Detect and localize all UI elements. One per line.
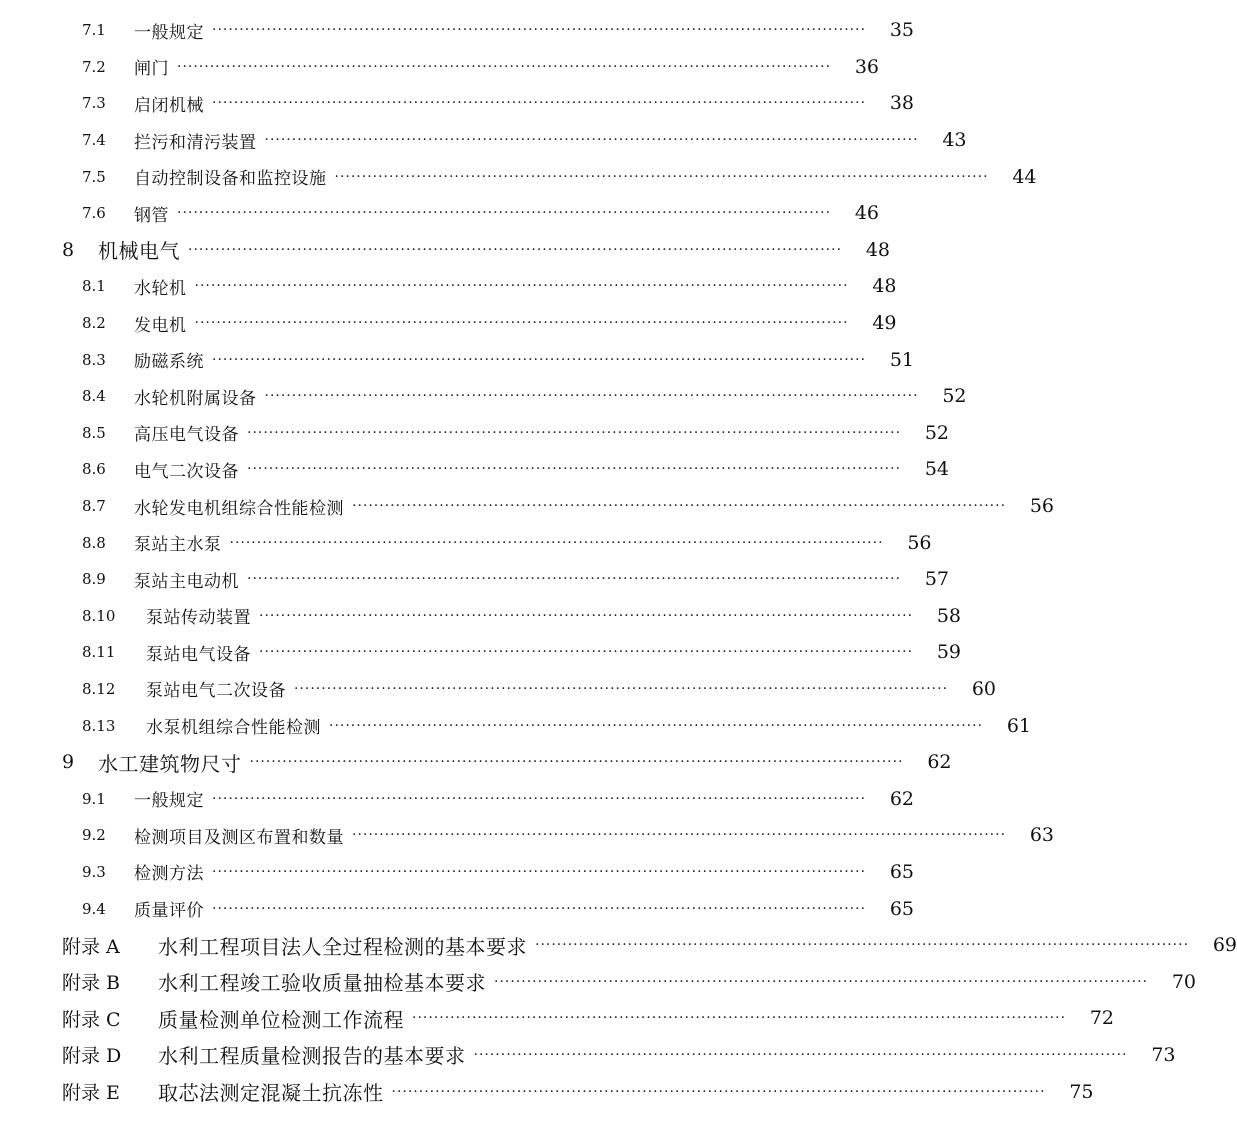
toc-dot-leader: ························································································································ — [391, 1083, 1046, 1100]
toc-dot-leader: ························································································································ — [249, 754, 904, 771]
toc-entry-title: 质量评价 — [134, 901, 204, 922]
toc-dot-leader: ························································································································ — [212, 22, 867, 39]
toc-entry-page: 72 — [1089, 1007, 1115, 1030]
toc-entry-title: 电气二次设备 — [134, 461, 239, 482]
toc-entry[interactable] — [0, 598, 962, 635]
toc-entry-number: 8.11 — [82, 643, 116, 662]
toc-entry[interactable] — [0, 451, 950, 488]
toc-entry-number: 8.2 — [82, 314, 106, 333]
toc-entry-title: 水利工程质量检测报告的基本要求 — [158, 1044, 466, 1069]
toc-dot-leader: ························································································································ — [334, 168, 989, 185]
toc-entry[interactable] — [0, 49, 880, 86]
toc-entry-title: 水轮机附属设备 — [134, 388, 257, 409]
toc-entry-page: 48 — [865, 238, 891, 261]
toc-entry-page: 70 — [1171, 970, 1197, 993]
toc-entry-page: 65 — [889, 860, 915, 883]
toc-entry-page: 51 — [889, 348, 915, 371]
toc-entry-title: 水轮发电机组综合性能检测 — [134, 498, 344, 519]
toc-entry-page: 69 — [1212, 934, 1237, 957]
toc-entry[interactable] — [0, 158, 1037, 195]
toc-dot-leader: ························································································································ — [247, 461, 902, 478]
toc-entry[interactable] — [0, 524, 932, 561]
toc-entry-title: 自动控制设备和监控设施 — [134, 169, 327, 190]
toc-entry-page: 73 — [1151, 1043, 1176, 1066]
toc-entry-title: 一般规定 — [134, 791, 204, 812]
toc-entry-page: 54 — [924, 458, 950, 481]
toc-entry-title: 泵站主电动机 — [134, 571, 239, 592]
toc-entry-number: 附录 D — [62, 1045, 122, 1068]
toc-entry-number: 8.12 — [82, 679, 116, 698]
toc-entry[interactable] — [0, 488, 1055, 525]
toc-entry-title: 拦污和清污装置 — [134, 132, 257, 153]
toc-entry[interactable] — [0, 232, 891, 269]
toc-entry-number: 附录 B — [62, 972, 121, 995]
toc-dot-leader: ························································································································ — [412, 1010, 1067, 1027]
toc-entry-title: 检测项目及测区布置和数量 — [134, 827, 344, 848]
toc-entry-page: 44 — [1012, 165, 1037, 188]
toc-entry-title: 泵站电气设备 — [146, 644, 251, 665]
toc-entry-number: 8.13 — [82, 716, 116, 735]
toc-entry-page: 35 — [889, 19, 915, 42]
toc-entry-number: 8.10 — [82, 606, 116, 625]
toc-entry-number: 9.1 — [82, 789, 106, 808]
toc-dot-leader: ························································································································ — [247, 571, 902, 588]
toc-entry-page: 57 — [924, 568, 950, 591]
toc-entry[interactable] — [0, 85, 915, 122]
toc-dot-leader: ························································································································ — [473, 1046, 1128, 1063]
toc-entry[interactable] — [0, 195, 880, 232]
toc-entry-number: 9.3 — [82, 862, 106, 881]
toc-dot-leader: ························································································································ — [352, 498, 1007, 515]
toc-entry-number: 8 — [62, 238, 75, 261]
toc-dot-leader: ························································································································ — [194, 315, 849, 332]
toc-entry-page: 38 — [889, 92, 915, 115]
toc-entry-number: 8.7 — [82, 497, 106, 516]
toc-entry-title: 发电机 — [134, 315, 187, 336]
toc-entry-title: 泵站电气二次设备 — [146, 681, 286, 702]
toc-dot-leader: ························································································································ — [352, 827, 1007, 844]
toc-entry-number: 7.6 — [82, 204, 106, 223]
toc-entry-number: 附录 A — [62, 935, 120, 958]
toc-entry-page: 61 — [1006, 714, 1032, 737]
toc-entry-page: 75 — [1069, 1080, 1094, 1103]
toc-entry-number: 附录 C — [62, 1008, 121, 1031]
toc-entry-title: 启闭机械 — [134, 95, 204, 116]
toc-entry[interactable] — [0, 854, 915, 891]
toc-dot-leader: ························································································································ — [177, 58, 832, 75]
toc-entry[interactable] — [0, 744, 952, 781]
toc-dot-leader: ························································································································ — [535, 937, 1190, 954]
toc-entry-page: 48 — [872, 275, 897, 298]
toc-dot-leader: ························································································································ — [212, 95, 867, 112]
toc-entry[interactable] — [0, 707, 1032, 744]
toc-entry-number: 8.8 — [82, 533, 106, 552]
toc-entry-title: 质量检测单位检测工作流程 — [158, 1007, 404, 1032]
toc-entry[interactable] — [0, 268, 897, 305]
toc-dot-leader: ························································································································ — [177, 205, 832, 222]
toc-entry[interactable] — [0, 341, 915, 378]
toc-entry-number: 附录 E — [62, 1082, 120, 1105]
toc-dot-leader: ························································································································ — [259, 644, 914, 661]
toc-entry-title: 水利工程竣工验收质量抽检基本要求 — [158, 971, 486, 996]
toc-entry-page: 65 — [889, 897, 915, 920]
toc-entry-title: 检测方法 — [134, 864, 204, 885]
toc-entry-title: 高压电气设备 — [134, 425, 239, 446]
toc-dot-leader: ························································································································ — [294, 680, 949, 697]
toc-entry-page: 62 — [889, 787, 915, 810]
toc-entry-number: 7.1 — [82, 21, 106, 40]
toc-entry-page: 46 — [854, 202, 880, 225]
toc-entry-page: 56 — [1029, 495, 1055, 518]
toc-entry-page: 58 — [936, 604, 962, 627]
toc-entry[interactable] — [0, 1073, 1094, 1110]
toc-entry-number: 8.3 — [82, 350, 106, 369]
table-of-contents — [0, 12, 1237, 1110]
toc-entry-number: 9.4 — [82, 899, 106, 918]
toc-dot-leader: ························································································································ — [229, 534, 884, 551]
toc-dot-leader: ························································································································ — [212, 900, 867, 917]
toc-dot-leader: ························································································································ — [264, 388, 919, 405]
toc-dot-leader: ························································································································ — [247, 424, 902, 441]
toc-entry-page: 59 — [936, 641, 962, 664]
toc-entry-page: 49 — [872, 312, 897, 335]
toc-entry[interactable] — [0, 634, 962, 671]
toc-dot-leader: ························································································································ — [212, 863, 867, 880]
toc-entry-title: 闸门 — [134, 59, 169, 80]
toc-entry-number: 7.2 — [82, 57, 106, 76]
toc-entry[interactable] — [0, 305, 897, 342]
toc-entry-number: 8.4 — [82, 387, 106, 406]
toc-entry[interactable] — [0, 890, 915, 927]
toc-dot-leader: ························································································································ — [194, 278, 849, 295]
toc-entry-number: 9.2 — [82, 826, 106, 845]
toc-entry-number: 8.6 — [82, 460, 106, 479]
toc-entry-number: 7.5 — [82, 167, 106, 186]
toc-entry[interactable] — [0, 378, 967, 415]
toc-entry-number: 9 — [62, 751, 75, 774]
toc-entry[interactable] — [0, 1000, 1115, 1037]
toc-entry[interactable] — [0, 817, 1055, 854]
toc-entry-page: 56 — [907, 531, 932, 554]
toc-entry-number: 8.1 — [82, 277, 106, 296]
toc-entry-page: 62 — [927, 751, 952, 774]
toc-dot-leader: ························································································································ — [188, 241, 843, 258]
toc-entry[interactable] — [0, 963, 1197, 1000]
toc-entry[interactable] — [0, 561, 950, 598]
toc-dot-leader: ························································································································ — [259, 607, 914, 624]
toc-entry-title: 水利工程项目法人全过程检测的基本要求 — [158, 934, 527, 959]
toc-entry-title: 励磁系统 — [134, 352, 204, 373]
toc-entry-title: 水泵机组综合性能检测 — [146, 718, 321, 739]
toc-entry-page: 52 — [924, 421, 950, 444]
toc-entry-title: 泵站传动装置 — [146, 608, 251, 629]
toc-dot-leader: ························································································································ — [212, 790, 867, 807]
toc-entry-page: 43 — [942, 129, 967, 152]
toc-entry-page: 36 — [854, 55, 880, 78]
toc-entry-title: 机械电气 — [98, 239, 180, 264]
toc-entry-title: 一般规定 — [134, 22, 204, 43]
toc-entry-number: 8.5 — [82, 423, 106, 442]
toc-entry-title: 水工建筑物尺寸 — [98, 751, 242, 776]
toc-entry-title: 泵站主水泵 — [134, 535, 222, 556]
toc-entry-number: 8.9 — [82, 570, 106, 589]
toc-entry-title: 钢管 — [134, 205, 169, 226]
toc-entry[interactable] — [0, 12, 915, 49]
toc-entry-number: 7.4 — [82, 131, 106, 150]
toc-entry-page: 52 — [942, 385, 967, 408]
toc-entry[interactable] — [0, 415, 950, 452]
toc-dot-leader: ························································································································ — [329, 717, 984, 734]
toc-entry[interactable] — [0, 122, 967, 159]
toc-entry[interactable] — [0, 927, 1237, 964]
toc-entry-title: 取芯法测定混凝土抗冻性 — [158, 1081, 384, 1106]
toc-entry[interactable] — [0, 1037, 1176, 1074]
toc-dot-leader: ························································································································ — [212, 351, 867, 368]
toc-entry[interactable] — [0, 671, 997, 708]
toc-entry-page: 63 — [1029, 824, 1055, 847]
toc-entry[interactable] — [0, 780, 915, 817]
toc-entry-title: 水轮机 — [134, 278, 187, 299]
toc-entry-number: 7.3 — [82, 94, 106, 113]
toc-entry-page: 60 — [971, 677, 997, 700]
toc-dot-leader: ························································································································ — [264, 132, 919, 149]
toc-dot-leader: ························································································································ — [494, 973, 1149, 990]
